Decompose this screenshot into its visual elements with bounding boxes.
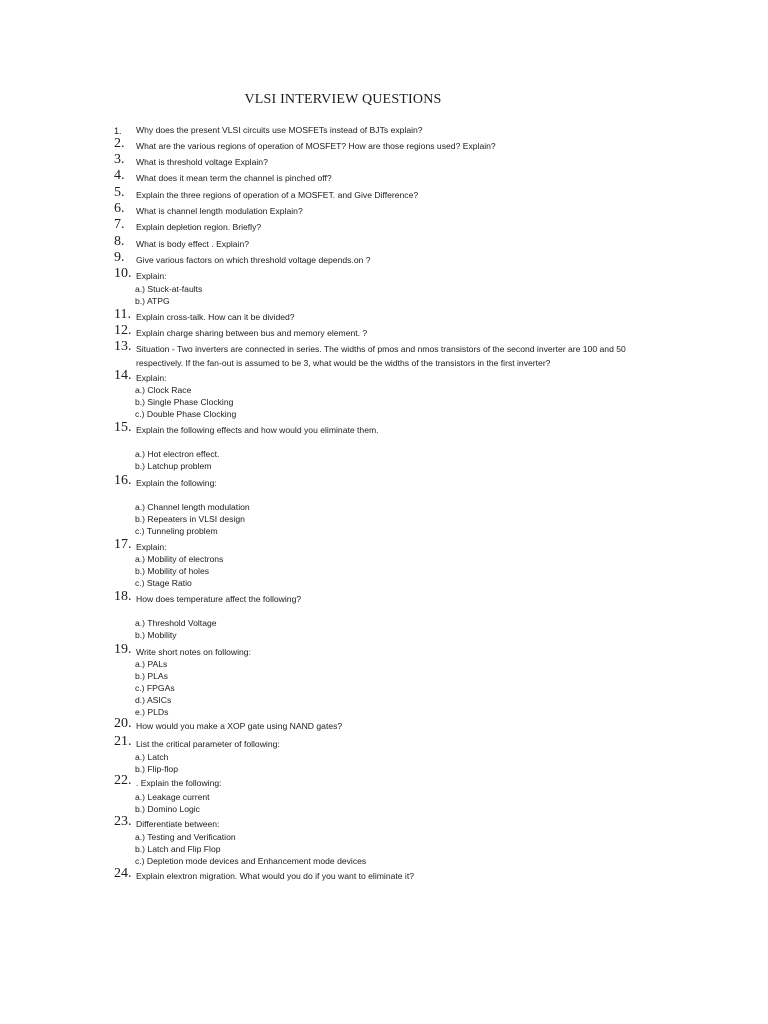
question-number: 16. — [114, 473, 132, 488]
sub-item: b.) Domino Logic — [135, 804, 200, 814]
question-number: 17. — [114, 537, 132, 552]
question-text: Explain: — [136, 271, 167, 281]
sub-item: a.) Testing and Verification — [135, 832, 236, 842]
question-number: 20. — [114, 716, 132, 731]
question-number: 10. — [114, 266, 132, 281]
page-title: VLSI INTERVIEW QUESTIONS — [244, 92, 442, 107]
question-number: 8. — [114, 234, 125, 249]
question-number: 13. — [114, 339, 132, 354]
question-number: 5. — [114, 185, 125, 200]
question-number: 6. — [114, 201, 125, 216]
sub-item: e.) PLDs — [135, 707, 169, 717]
sub-item: b.) Repeaters in VLSI design — [135, 514, 245, 524]
sub-item: b.) Single Phase Clocking — [135, 397, 234, 407]
sub-item: c.) FPGAs — [135, 683, 175, 693]
question-text: Explain the three regions of operation of a MOSFET. and Give Difference? — [136, 190, 419, 200]
question-text-continued: respectively. If the fan-out is assumed to be 3, what would be the widths of the transistors in the first inverter? — [136, 358, 551, 368]
question-text: Write short notes on following: — [136, 647, 251, 657]
sub-item: b.) PLAs — [135, 671, 168, 681]
sub-item: a.) Leakage current — [135, 792, 210, 802]
sub-item: a.) PALs — [135, 659, 168, 669]
sub-item: b.) Latch and Flip Flop — [135, 844, 221, 854]
sub-item: a.) Threshold Voltage — [135, 618, 217, 628]
question-number: 24. — [114, 866, 132, 881]
question-number: 19. — [114, 642, 132, 657]
sub-item: a.) Latch — [135, 752, 169, 762]
question-text: What are the various regions of operation of MOSFET? How are those regions used? Explain? — [136, 141, 496, 151]
question-text: List the critical parameter of following: — [136, 739, 280, 749]
question-text: What is channel length modulation Explain? — [136, 206, 303, 216]
question-number: 23. — [114, 814, 132, 829]
sub-item: c.) Stage Ratio — [135, 578, 192, 588]
question-number: 7. — [114, 217, 125, 232]
question-number: 15. — [114, 420, 132, 435]
question-text: Explain elextron migration. What would you do if you want to eliminate it? — [136, 871, 415, 881]
sub-item: a.) Hot electron effect. — [135, 449, 220, 459]
sub-item: b.) Mobility — [135, 630, 177, 640]
question-number: 18. — [114, 589, 132, 604]
sub-item: d.) ASICs — [135, 695, 172, 705]
question-text: Situation - Two inverters are connected in series. The widths of pmos and nmos transistors of the second inverter are 100 and 50 — [136, 344, 626, 354]
sub-item: c.) Tunneling problem — [135, 526, 218, 536]
question-number: 21. — [114, 734, 132, 749]
question-text: How would you make a XOP gate using NAND gates? — [136, 721, 343, 731]
sub-item: b.) Mobility of holes — [135, 566, 210, 576]
question-number: 2. — [114, 136, 125, 151]
question-text: Give various factors on which threshold voltage depends.on ? — [136, 255, 371, 265]
question-number: 14. — [114, 368, 132, 383]
question-text: Differentiate between: — [136, 819, 220, 829]
question-number: 1. — [114, 126, 122, 136]
sub-item: a.) Channel length modulation — [135, 502, 250, 512]
sub-item: a.) Clock Race — [135, 385, 192, 395]
question-text: Why does the present VLSI circuits use MOSFETs instead of BJTs explain? — [136, 125, 423, 135]
question-text: Explain depletion region. Briefly? — [136, 222, 262, 232]
question-number: 11. — [114, 307, 131, 322]
sub-item: b.) Latchup problem — [135, 461, 212, 471]
question-number: 22. — [114, 773, 132, 788]
question-text: Explain cross-talk. How can it be divided? — [136, 312, 295, 322]
question-text: . Explain the following: — [136, 778, 222, 788]
question-text: How does temperature affect the following? — [136, 594, 302, 604]
sub-item: a.) Mobility of electrons — [135, 554, 224, 564]
question-text: Explain: — [136, 542, 167, 552]
question-text: Explain the following effects and how would you eliminate them. — [136, 425, 379, 435]
sub-item: c.) Double Phase Clocking — [135, 409, 237, 419]
sub-item: c.) Depletion mode devices and Enhancement mode devices — [135, 856, 367, 866]
sub-item: b.) ATPG — [135, 296, 170, 306]
question-number: 4. — [114, 168, 125, 183]
question-text: Explain charge sharing between bus and memory element. ? — [136, 328, 368, 338]
question-text: Explain: — [136, 373, 167, 383]
question-text: What is threshold voltage Explain? — [136, 157, 268, 167]
question-text: What does it mean term the channel is pinched off? — [136, 173, 332, 183]
question-number: 12. — [114, 323, 132, 338]
question-number: 9. — [114, 250, 125, 265]
sub-item: b.) Flip-flop — [135, 764, 178, 774]
question-text: Explain the following: — [136, 478, 217, 488]
question-text: What is body effect . Explain? — [136, 239, 250, 249]
question-number: 3. — [114, 152, 125, 167]
sub-item: a.) Stuck-at-faults — [135, 284, 203, 294]
